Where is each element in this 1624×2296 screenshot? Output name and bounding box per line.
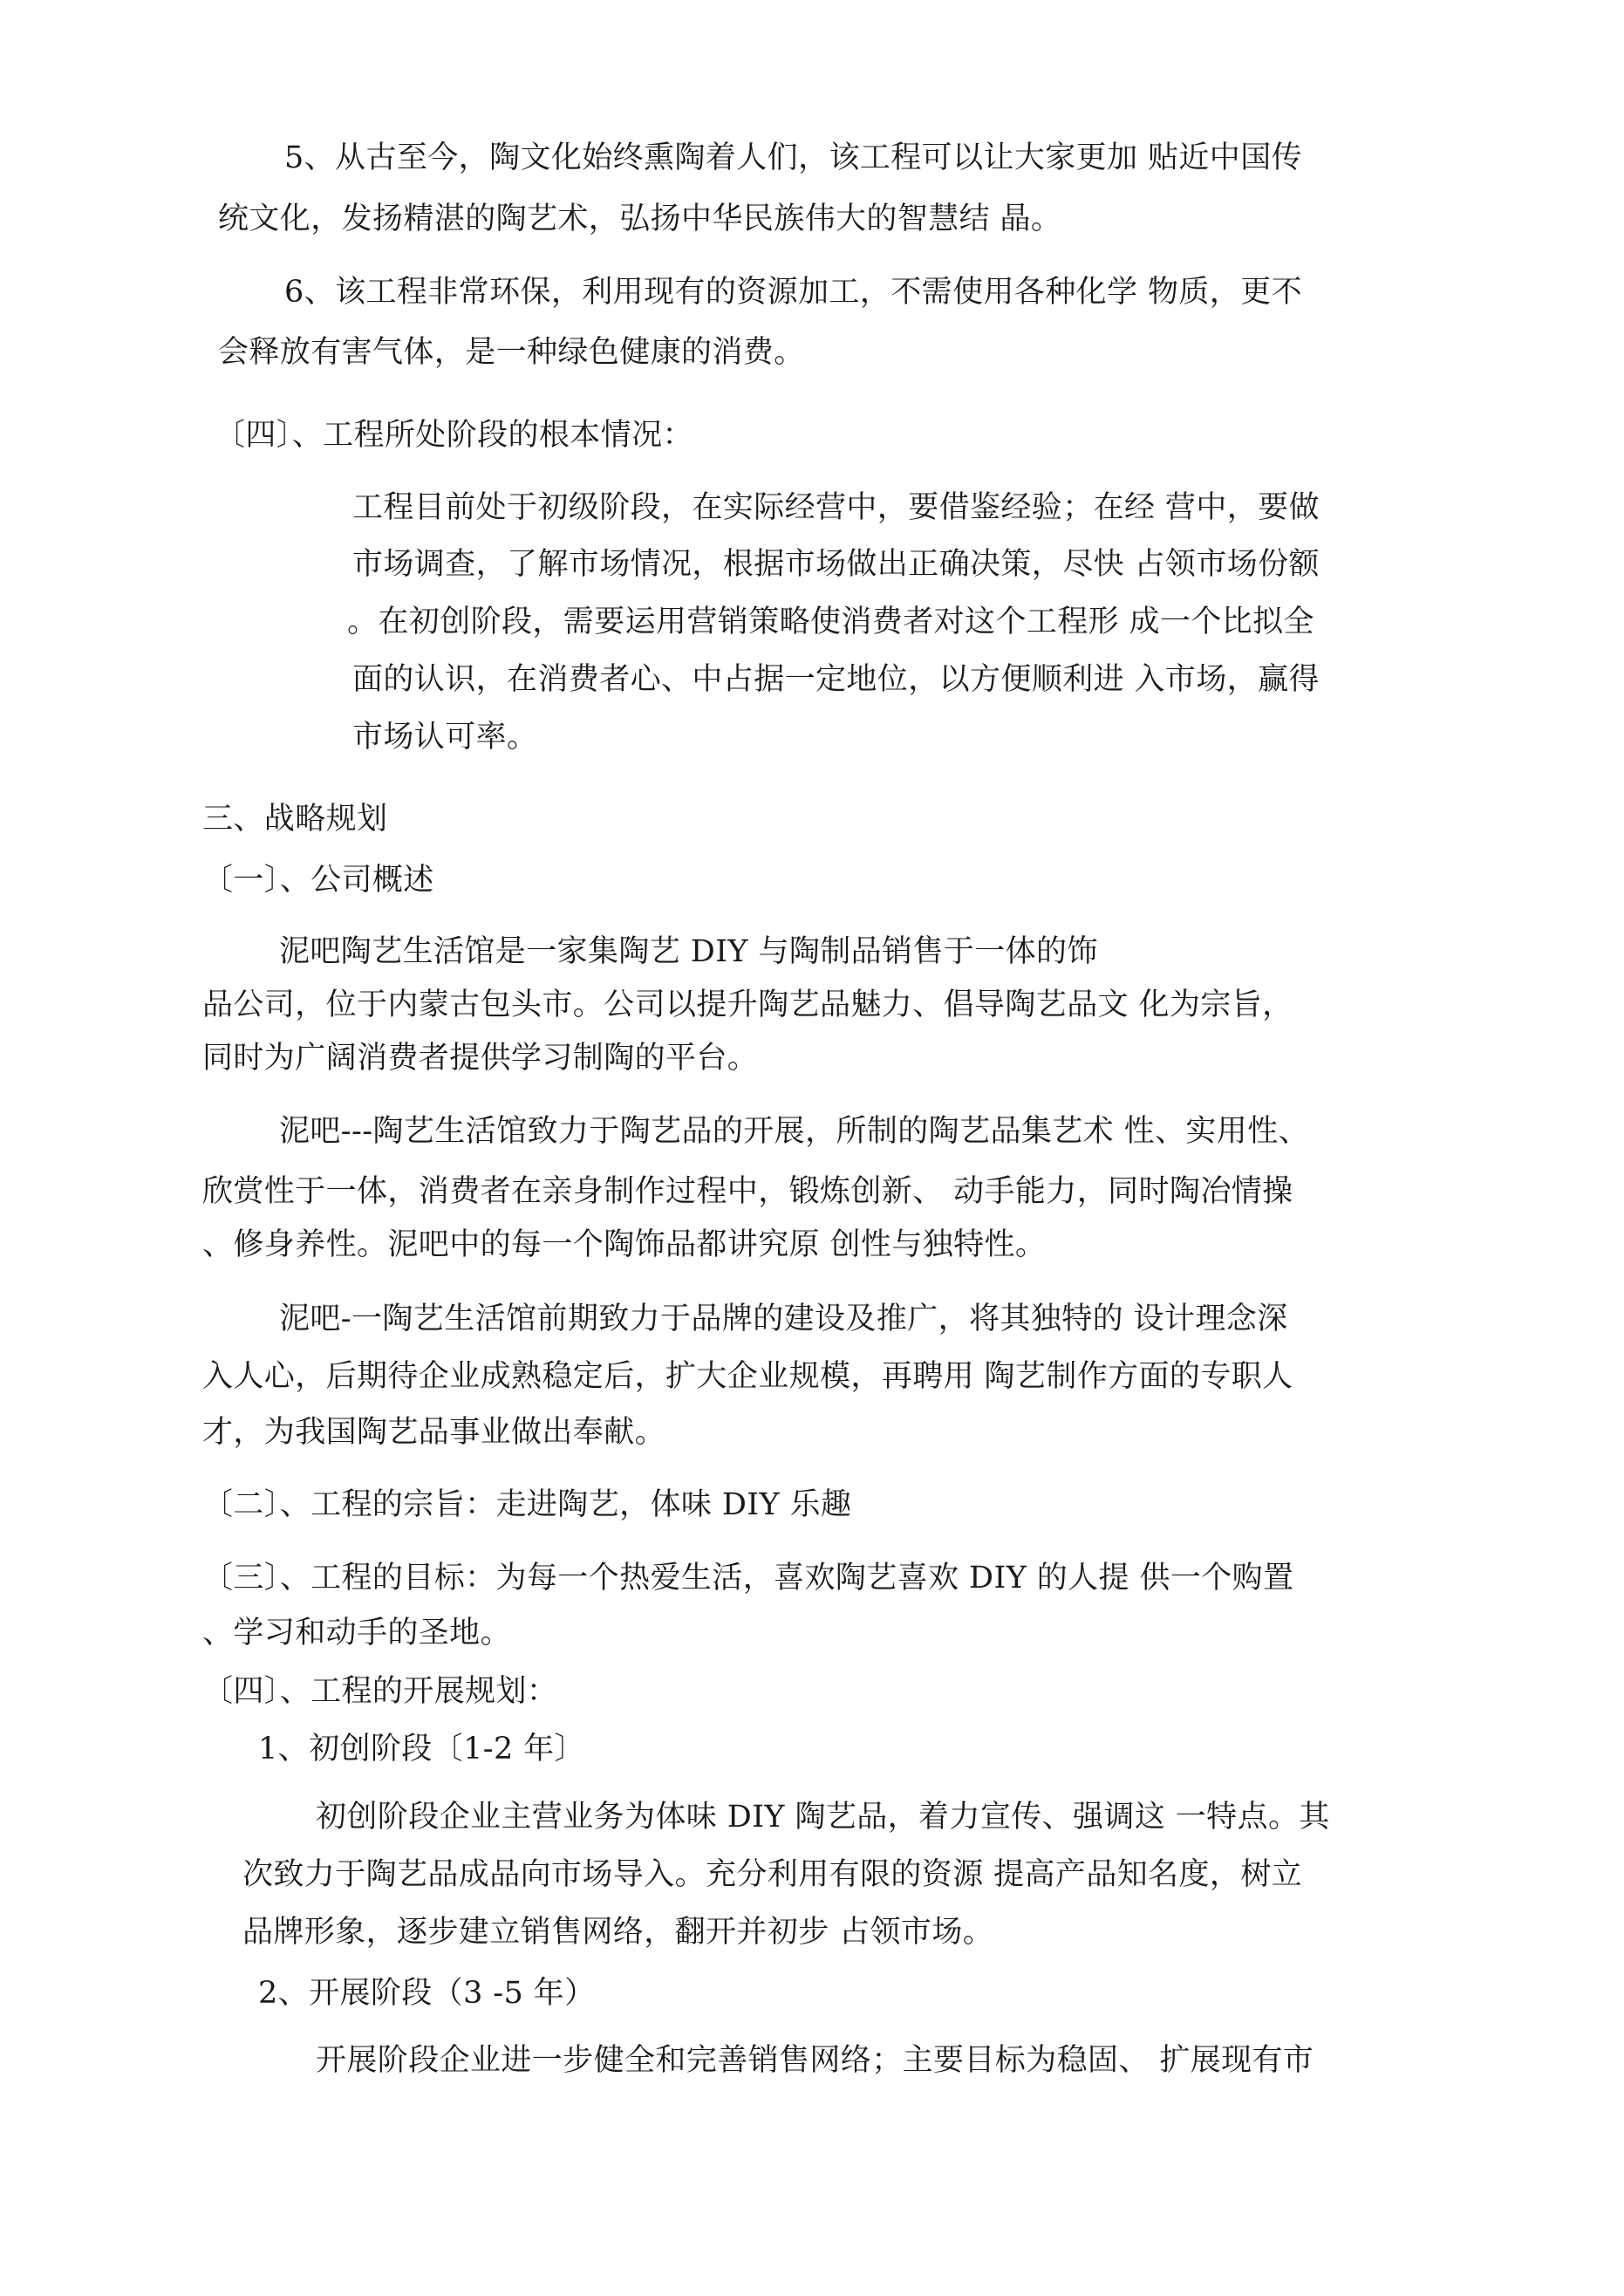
text-line: 。在初创阶段，需要运用营销策略使消费者对这个工程形 成一个比拟全 [347, 605, 1314, 639]
text-line: 泥吧---陶艺生活馆致力于陶艺品的开展，所制的陶艺品集艺术 性、实用性、 [279, 1114, 1310, 1149]
text-line: 、修身养性。泥吧中的每一个陶饰品都讲究原 创性与独特性。 [202, 1227, 1047, 1262]
section-heading: 〔二〕、工程的宗旨：走进陶艺，体味 DIY 乐趣 [202, 1487, 852, 1522]
text-line: 入人心，后期待企业成熟稳定后，扩大企业规模，再聘用 陶艺制作方面的专职人 [202, 1359, 1293, 1394]
section-heading: 〔四〕、工程所处阶段的根本情况： [215, 418, 693, 453]
section-heading: 〔四〕、工程的开展规划： [202, 1674, 558, 1709]
text-line: 泥吧陶艺生活馆是一家集陶艺 DIY 与陶制品销售于一体的饰 [279, 934, 1098, 969]
text-line: 统文化，发扬精湛的陶艺术，弘扬中华民族伟大的智慧结 晶。 [218, 202, 1062, 236]
section-heading: 〔一〕、公司概述 [202, 863, 434, 898]
text-line: 次致力于陶艺品成品向市场导入。充分利用有限的资源 提高产品知名度，树立 [242, 1857, 1303, 1892]
text-line: 面的认识，在消费者心、中占据一定地位，以方便顺利进 入市场，赢得 [352, 662, 1320, 697]
text-line: 品牌形象，逐步建立销售网络，翻开并初步 占领市场。 [242, 1915, 994, 1950]
text-line: 泥吧-一陶艺生活馆前期致力于品牌的建设及推广，将其独特的 设计理念深 [279, 1302, 1288, 1336]
section-heading: 三、战略规划 [202, 802, 388, 837]
text-line: 、学习和动手的圣地。 [202, 1616, 512, 1650]
text-line: 工程目前处于初级阶段，在实际经营中，要借鉴经验；在经 营中，要做 [352, 490, 1320, 525]
section-heading: 〔三〕、工程的目标：为每一个热爱生活，喜欢陶艺喜欢 DIY 的人提 供一个购置 [202, 1561, 1294, 1596]
text-line: 市场认可率。 [352, 720, 538, 755]
subsection-heading: 2、开展阶段（3 -5 年） [258, 1976, 596, 2011]
text-line: 初创阶段企业主营业务为体味 DIY 陶艺品，着力宣传、强调这 一特点。其 [316, 1800, 1330, 1835]
text-line: 市场调查，了解市场情况，根据市场做出正确决策，尽快 占领市场份额 [352, 547, 1320, 582]
text-line: 6、该工程非常环保，利用现有的资源加工，不需使用各种化学 物质，更不 [284, 275, 1302, 310]
subsection-heading: 1、初创阶段〔1-2 年〕 [258, 1732, 585, 1766]
text-line: 会释放有害气体，是一种绿色健康的消费。 [218, 335, 805, 370]
text-line: 开展阶段企业进一步健全和完善销售网络；主要目标为稳固、 扩展现有市 [316, 2043, 1314, 2078]
text-line: 5、从古至今，陶文化始终熏陶着人们，该工程可以让大家更加 贴近中国传 [284, 140, 1302, 175]
text-line: 同时为广阔消费者提供学习制陶的平台。 [202, 1041, 759, 1076]
text-line: 品公司，位于内蒙古包头市。公司以提升陶艺品魅力、倡导陶艺品文 化为宗旨， [202, 987, 1293, 1022]
text-line: 欣赏性于一体，消费者在亲身制作过程中，锻炼创新、 动手能力，同时陶冶情操 [202, 1174, 1293, 1209]
text-line: 才，为我国陶艺品事业做出奉献。 [202, 1415, 666, 1450]
